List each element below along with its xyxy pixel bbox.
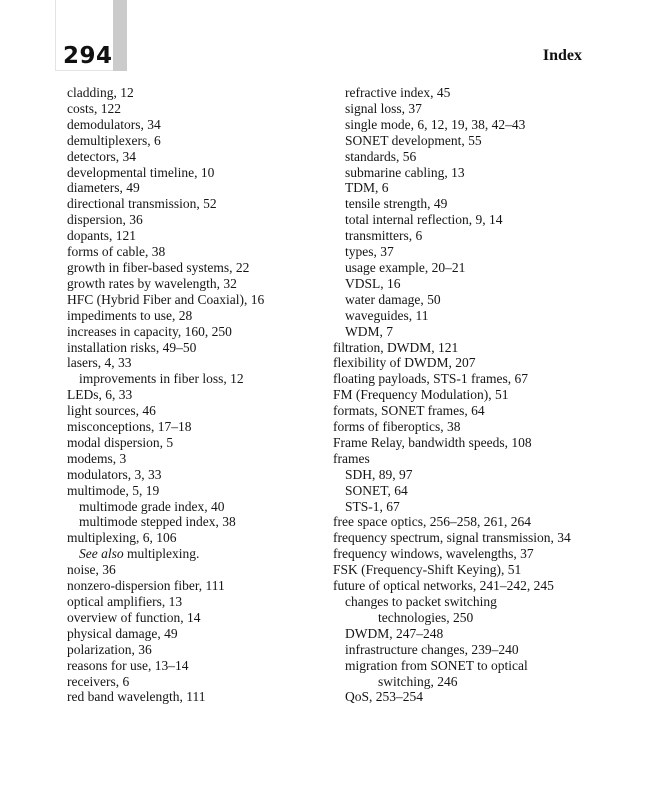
index-entry: frames <box>333 450 370 466</box>
index-entry: modems, 3 <box>67 450 127 466</box>
index-entry: changes to packet switching <box>345 594 497 609</box>
index-entry: migration from SONET to optical <box>345 657 528 673</box>
index-entry: multimode grade index, 40 <box>79 498 225 514</box>
index-entry: future of optical networks, 241–242, 245 <box>333 578 554 594</box>
index-entry: signal loss, 37 <box>345 100 422 116</box>
index-entry: TDM, 6 <box>345 180 389 196</box>
index-entry: increases in capacity, 160, 250 <box>67 323 232 339</box>
index-entry: overview of function, 14 <box>67 609 201 625</box>
index-entry: cladding, 12 <box>67 85 134 100</box>
index-entry: submarine cabling, 13 <box>345 164 465 180</box>
page-number-box <box>55 0 113 71</box>
index-entry: water damage, 50 <box>345 291 441 307</box>
index-entry: WDM, 7 <box>345 323 393 339</box>
index-entry: polarization, 36 <box>67 641 152 657</box>
index-entry: optical amplifiers, 13 <box>67 594 183 609</box>
index-entry: usage example, 20–21 <box>345 259 466 275</box>
index-entry: tensile strength, 49 <box>345 196 448 212</box>
index-entry: light sources, 46 <box>67 403 156 419</box>
see-also-label: See also <box>79 546 124 562</box>
index-entry: developmental timeline, 10 <box>67 164 215 180</box>
index-entry: detectors, 34 <box>67 148 136 164</box>
index-entry: nonzero-dispersion fiber, 111 <box>67 578 225 594</box>
index-entry: switching, 246 <box>378 673 458 689</box>
index-entry: growth in fiber-based systems, 22 <box>67 259 250 275</box>
index-entry: red band wavelength, 111 <box>67 689 206 705</box>
index-column-left <box>67 85 329 705</box>
index-entry: waveguides, 11 <box>345 307 429 323</box>
index-entry: free space optics, 256–258, 261, 264 <box>333 514 531 530</box>
index-entry: frequency spectrum, signal transmission, 34 <box>333 530 571 546</box>
index-entry: modal dispersion, 5 <box>67 434 174 450</box>
index-entry: physical damage, 49 <box>67 625 178 641</box>
index-entry: demultiplexers, 6 <box>67 132 161 148</box>
index-entry: STS-1, 67 <box>345 498 400 514</box>
index-entry: filtration, DWDM, 121 <box>333 339 459 355</box>
index-entry: FM (Frequency Modulation), 51 <box>333 387 509 403</box>
index-entry: standards, 56 <box>345 148 417 164</box>
index-entry: SONET development, 55 <box>345 132 482 148</box>
index-entry: See also multiplexing. <box>79 546 200 562</box>
index-entry: QoS, 253–254 <box>345 689 424 705</box>
index-entry: demodulators, 34 <box>67 116 161 132</box>
index-entry: FSK (Frequency-Shift Keying), 51 <box>333 562 522 578</box>
index-entry: VDSL, 16 <box>345 275 401 291</box>
index-entry: forms of cable, 38 <box>67 244 166 260</box>
index-entry: dispersion, 36 <box>67 212 143 228</box>
index-entry: total internal reflection, 9, 14 <box>345 212 503 228</box>
index-entry: types, 37 <box>345 244 394 260</box>
index-entry: refractive index, 45 <box>345 85 451 100</box>
index-entry: technologies, 250 <box>378 609 474 625</box>
index-entry: misconceptions, 17–18 <box>67 419 192 435</box>
index-entry: infrastructure changes, 239–240 <box>345 641 519 657</box>
index-entry: LEDs, 6, 33 <box>67 387 133 403</box>
index-entry: improvements in fiber loss, 12 <box>79 371 244 387</box>
index-entry: installation risks, 49–50 <box>67 339 197 355</box>
index-column-right <box>333 85 633 705</box>
index-entry: floating payloads, STS-1 frames, 67 <box>333 371 528 387</box>
index-entry: reasons for use, 13–14 <box>67 657 189 673</box>
index-entry: diameters, 49 <box>67 180 140 196</box>
index-entry: SONET, 64 <box>345 482 408 498</box>
index-entry: multiplexing, 6, 106 <box>67 530 177 546</box>
index-entry: costs, 122 <box>67 100 121 116</box>
page-edge-bar <box>113 0 127 71</box>
running-head: Index <box>542 47 582 64</box>
index-entry: growth rates by wavelength, 32 <box>67 275 237 291</box>
index-entry: DWDM, 247–248 <box>345 625 444 641</box>
index-entry: noise, 36 <box>67 562 116 578</box>
index-entry: multimode stepped index, 38 <box>79 514 236 530</box>
index-entry: flexibility of DWDM, 207 <box>333 355 476 371</box>
index-entry: transmitters, 6 <box>345 228 423 244</box>
index-entry: receivers, 6 <box>67 673 130 689</box>
index-entry: modulators, 3, 33 <box>67 466 162 482</box>
index-entry: formats, SONET frames, 64 <box>333 403 485 419</box>
index-entry: dopants, 121 <box>67 228 136 244</box>
page-number: 294 <box>63 43 113 69</box>
index-entry: HFC (Hybrid Fiber and Coaxial), 16 <box>67 291 265 307</box>
index-entry: single mode, 6, 12, 19, 38, 42–43 <box>345 116 526 132</box>
index-entry: lasers, 4, 33 <box>67 355 132 371</box>
index-entry: multimode, 5, 19 <box>67 482 160 498</box>
index-entry: impediments to use, 28 <box>67 307 193 323</box>
index-entry: directional transmission, 52 <box>67 196 217 212</box>
index-entry: frequency windows, wavelengths, 37 <box>333 546 534 562</box>
index-entry: SDH, 89, 97 <box>345 466 413 482</box>
index-entry: forms of fiberoptics, 38 <box>333 419 461 435</box>
index-entry: Frame Relay, bandwidth speeds, 108 <box>333 434 532 450</box>
